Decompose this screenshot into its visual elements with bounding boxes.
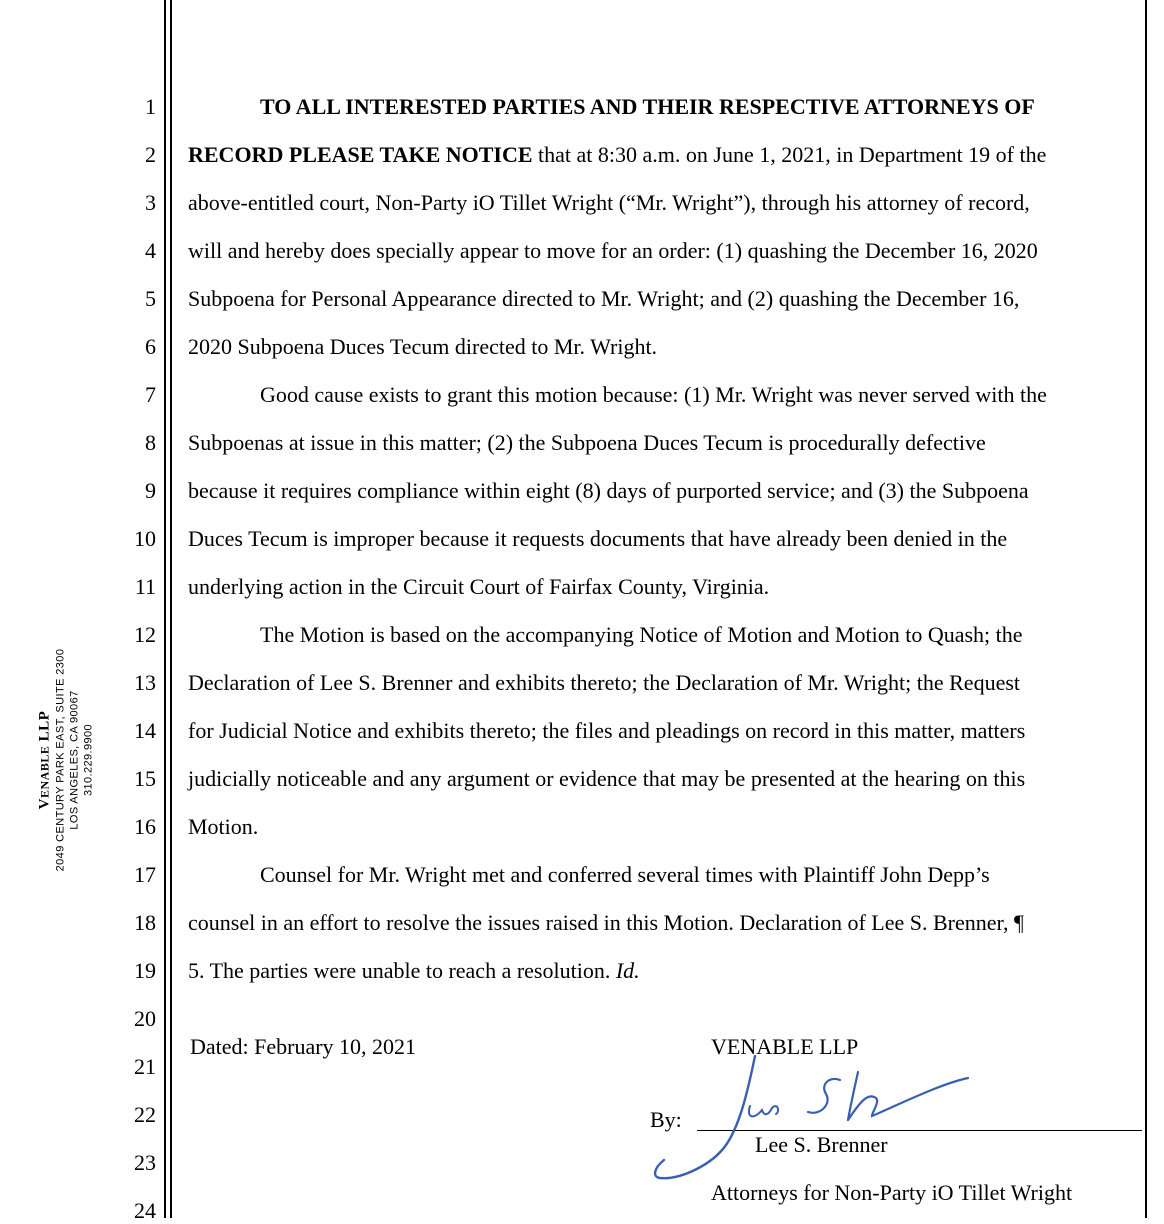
body-line-3: above-entitled court, Non-Party iO Tillet Wright (“Mr. Wright”), through his attorney of record, (188, 190, 1030, 215)
line-number: 16 (134, 814, 156, 839)
firm-name: VENABLE LLP (36, 710, 53, 810)
left-margin-rule-1 (164, 0, 166, 1218)
body-line-13: Declaration of Lee S. Brenner and exhibits thereto; the Declaration of Mr. Wright; the Request (188, 670, 1021, 695)
signer-role: Attorneys for Non-Party iO Tillet Wright (711, 1180, 1073, 1205)
line-number: 6 (145, 334, 156, 359)
line-number: 1 (145, 94, 156, 119)
body-line-10: Duces Tecum is improper because it requests documents that have already been denied in the (188, 526, 1008, 551)
line-number: 8 (145, 430, 156, 455)
body-line-6: 2020 Subpoena Duces Tecum directed to Mr. Wright. (188, 334, 658, 359)
firm-phone: 310.229.9900 (82, 723, 95, 797)
body-line-11: underlying action in the Circuit Court of Fairfax County, Virginia. (188, 574, 770, 599)
body-line-2: RECORD PLEASE TAKE NOTICE that at 8:30 a.m. on June 1, 2021, in Department 19 of the (188, 142, 1047, 167)
firm-address-1: 2049 CENTURY PARK EAST, SUITE 2300 (54, 648, 67, 872)
line-number: 13 (134, 670, 156, 695)
line-number: 14 (134, 718, 156, 743)
body-line-8: Subpoenas at issue in this matter; (2) the Subpoena Duces Tecum is procedurally defective (188, 430, 986, 455)
line-number: 10 (134, 526, 156, 551)
left-margin-rule-2 (170, 0, 172, 1218)
handwritten-signature (650, 1050, 980, 1195)
by-label: By: (650, 1107, 682, 1132)
line-number: 7 (145, 382, 156, 407)
line-number: 15 (134, 766, 156, 791)
line-number: 17 (134, 862, 156, 887)
body-line-17: Counsel for Mr. Wright met and conferred several times with Plaintiff John Depp’s (260, 862, 990, 887)
body-line-9: because it requires compliance within eight (8) days of purported service; and (3) the Subpoena (188, 478, 1029, 503)
signature-firm: VENABLE LLP (711, 1034, 859, 1059)
body-line-1: TO ALL INTERESTED PARTIES AND THEIR RESPECTIVE ATTORNEYS OF (260, 94, 1035, 119)
line-number: 5 (145, 286, 156, 311)
line-number: 21 (134, 1054, 156, 1079)
line-number: 22 (134, 1102, 156, 1127)
line-number: 18 (134, 910, 156, 935)
signer-name: Lee S. Brenner (755, 1132, 888, 1157)
line-number: 20 (134, 1006, 156, 1031)
body-line-5: Subpoena for Personal Appearance directed to Mr. Wright; and (2) quashing the December 16, (188, 286, 1020, 311)
body-line-18: counsel in an effort to resolve the issues raised in this Motion. Declaration of Lee S. Brenner, ¶ (188, 910, 1024, 935)
body-line-14: for Judicial Notice and exhibits thereto; the files and pleadings on record in this matter, matters (188, 718, 1026, 743)
line-number: 9 (145, 478, 156, 503)
firm-address-2: LOS ANGELES, CA 90067 (68, 690, 81, 830)
body-line-15: judicially noticeable and any argument or evidence that may be presented at the hearing on this (188, 766, 1026, 791)
body-line-7: Good cause exists to grant this motion because: (1) Mr. Wright was never served with the (260, 382, 1047, 407)
body-line-16: Motion. (188, 814, 259, 839)
line-number: 4 (145, 238, 156, 263)
line-number: 12 (134, 622, 156, 647)
line-number: 11 (134, 574, 156, 599)
body-line-19: 5. The parties were unable to reach a resolution. Id. (188, 958, 640, 983)
body-line-12: The Motion is based on the accompanying Notice of Motion and Motion to Quash; the (260, 622, 1023, 647)
right-margin-rule (1145, 0, 1147, 1218)
line-number: 2 (145, 142, 156, 167)
line-number: 19 (134, 958, 156, 983)
line-number: 23 (134, 1150, 156, 1175)
line-number: 3 (145, 190, 156, 215)
line-number: 24 (134, 1198, 156, 1223)
body-line-4: will and hereby does specially appear to move for an order: (1) quashing the December 16, 2020 (188, 238, 1038, 263)
dated-line: Dated: February 10, 2021 (190, 1034, 417, 1059)
